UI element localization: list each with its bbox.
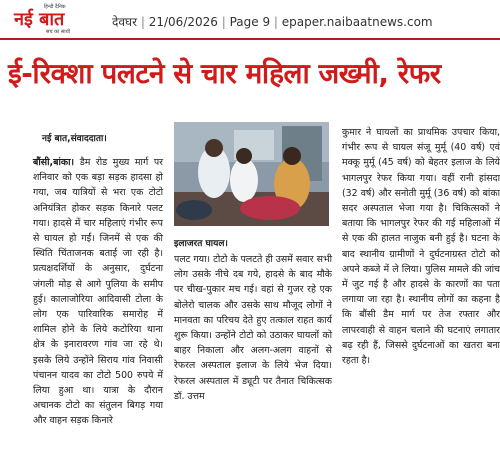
logo-tagline: सच का साथी (46, 29, 71, 35)
article-dateline: बौंसी,बांका। (33, 157, 75, 168)
article-byline: नई बात,संवाददाता। (42, 134, 107, 144)
logo-subtitle: हिन्दी दैनिक (44, 4, 66, 10)
epaper-url[interactable]: epaper.naibaatnews.com (281, 15, 433, 29)
article-column-3 (342, 125, 500, 368)
article-column-1 (33, 155, 163, 429)
header-divider (0, 38, 500, 40)
article-headline: ई-रिक्शा पलटने से चार महिला जख्मी, रेफर (8, 57, 441, 90)
edition-city: देवघर (112, 15, 138, 29)
column-1-text: डैम रोड मुख्य मार्ग पर शनिवार को एक बड़ा सड़क हादसा हो गया, जब यात्रियों से भरा एक टोटो अनियंत्रित होकर सड़क किनारे पलट गया। हादसे में चार महिलाएं गंभीर रूप से घायल हो गईं। जिनमें से एक की स्थिति चिंताजनक बताई जा रही है। प्रत्यक्षदर्शियों के अनुसार, दुर्घटना जंगली मोड़ से आगे पुलिया के समीप हुई। कालाजोरिया आदिवासी टोला के लोग एक पारिवारिक समारोह में शामिल होने के लिये कटोरिया थाना क्षेत्र के इनारावरण गांव जा रहे थे। इसके लिये उन्होंने सिराय गांव निवासी पंचानन यादव का टोटो 500 रुपये में लिया हुआ था। यात्रा के दौरान अचानक टोटो का संतुलन बिगड़ गया और वाहन सड़क किनारे (33, 157, 163, 427)
edition-info: देवघर | 21/06/2026 | Page 9 | epaper.naibaatnews.com (112, 15, 433, 29)
page-number: Page 9 (229, 15, 271, 29)
article-photo (174, 122, 329, 226)
column-3-text: कुमार ने घायलों का प्राथमिक उपचार किया, गंभीर रूप से घायल संजू मुर्मू (40 वर्ष) एवं मक्कू मुर्मू (45 वर्ष) को बेहतर इलाज के लिये भागलपुर रेफर किया गया। वहीं रानी हांसदा (32 वर्ष) और सनोती मुर्मू (36 वर्ष) को बांका सदर अस्पताल भेजा गया है। चिकित्सकों ने बताया कि भागलपुर रेफर की गई महिलाओं में से एक की हालत नाजुक बनी हुई है। घटना के बाद स्थानीय ग्रामीणों ने दुर्घटनाग्रस्त टोटो को अपने कब्जे में ले लिया। पुलिस मामले की जांच में जुट गई है और हादसे के कारणों का पता लगाया जा रहा है। स्थानीय लोगों का कहना है कि बौंसी डैम मार्ग पर तेज रफ्तार और लापरवाही से वाहन चलाने की घटनाएं लगातार बढ़ रही हैं, जिससे दुर्घटनाओं का खतरा बना रहता है। (342, 127, 500, 367)
logo-text: नई बात (14, 9, 65, 30)
masthead (0, 0, 500, 36)
newspaper-logo[interactable] (14, 4, 94, 36)
column-2-text: पलट गया। टोटो के पलटते ही उसमें सवार सभी लोग उसके नीचे दब गये, हादसे के बाद मौके पर चीख-पुकार मच गई। वहां से गुजर रहे एक बोलेरो चालक और उसके साथ मौजूद लोगों ने मानवता का परिचय देते हुए तत्काल राहत कार्य शुरू किया। उन्होंने टोटो को उठाकर घायलों को बाहर निकाला और अलग-अलग वाहनों से रेफरल अस्पताल इलाज के लिये भेज दिया।रेफरल अस्पताल में ड्यूटी पर तैनात चिकित्सक डॉ. उत्तम (174, 254, 332, 402)
edition-date: 21/06/2026 (148, 15, 218, 29)
photo-caption: इलाजरत घायल। (174, 239, 228, 249)
article-column-2 (174, 252, 332, 404)
